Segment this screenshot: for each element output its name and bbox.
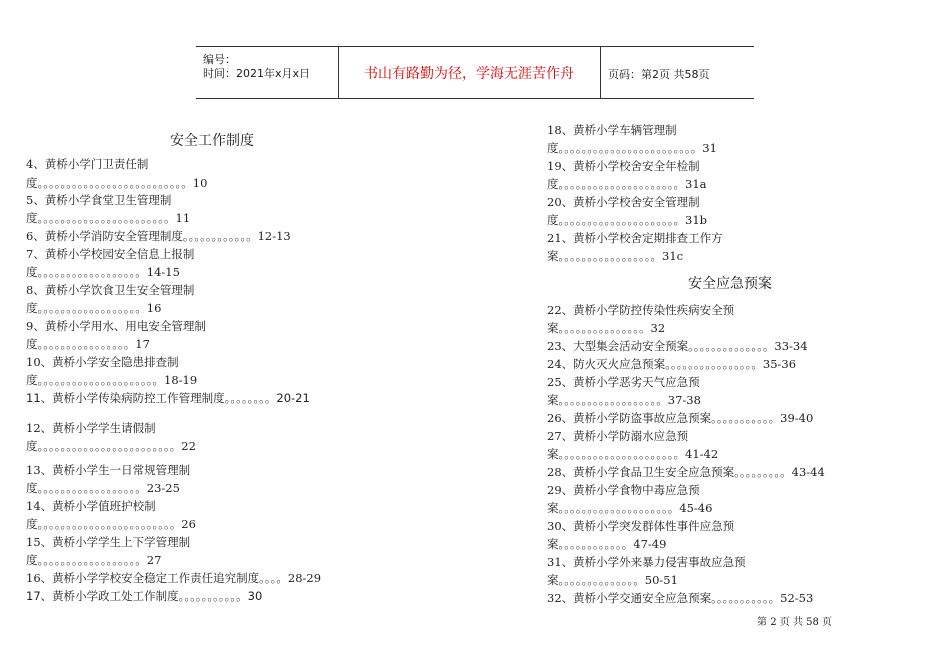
toc-line: 度。。。。。。。。。。。。。。。。。。。。。。。。26 [26,517,196,531]
page-footer: 第 2 页 共 58 页 [757,617,832,628]
toc-line: 案。。。。。。。。。。。。。。。32 [547,321,666,335]
toc-line: 5、黄桥小学食堂卫生管理制 [26,193,172,207]
toc-line: 度。。。。。。。。。。。。。。。。17 [26,337,150,351]
toc-line: 案。。。。。。。。。。。。47-49 [547,537,667,551]
toc-line: 13、黄桥小学生一日常规管理制 [26,463,191,477]
toc-line: 31、黄桥小学外来暴力侵害事故应急预 [547,555,746,569]
toc-line: 28、黄桥小学食品卫生安全应急预案。。。。。。。。。43-44 [547,465,825,479]
toc-line: 21、黄桥小学校舍定期排查工作方 [547,231,723,245]
toc-line: 27、黄桥小学防溺水应急预 [547,429,689,443]
toc-line: 6、黄桥小学消防安全管理制度。。。。。。。。。。。。12-13 [26,229,291,243]
toc-line: 12、黄桥小学学生请假制 [26,421,156,435]
toc-line: 19、黄桥小学校舍安全年检制 [547,159,700,173]
section-title-emergency-plans: 安全应急预案 [688,276,772,292]
section-title-safety-rules: 安全工作制度 [170,133,254,149]
document-time-label: 时间：2021年x月x日 [203,67,311,80]
toc-line: 度。。。。。。。。。。。。。。。。。。14-15 [26,265,180,279]
toc-line: 度。。。。。。。。。。。。。。。。。。27 [26,553,162,567]
header-motto-cell [338,47,601,98]
toc-line: 32、黄桥小学交通安全应急预案。。。。。。。。。。。52-53 [547,591,814,605]
toc-line: 度。。。。。。。。。。。。。。。。。。。。。。。。。。10 [26,176,208,190]
toc-line: 7、黄桥小学校园安全信息上报制 [26,247,195,261]
toc-line: 22、黄桥小学防控传染性疾病安全预 [547,303,735,317]
toc-line: 案。。。。。。。。。。。。。。。。。31c [547,249,684,263]
toc-line: 30、黄桥小学突发群体性事件应急预 [547,519,735,533]
header-page-cell [600,47,754,98]
toc-line: 案。。。。。。。。。。。。。。。。。。。。。41-42 [547,447,719,461]
toc-line: 11、黄桥小学传染病防控工作管理制度。。。。。。。。20-21 [26,391,310,405]
toc-line: 10、黄桥小学安全隐患排查制 [26,355,179,369]
header-page-label: 页码：第2页 共58页 [608,68,710,81]
toc-line: 度。。。。。。。。。。。。。。。。。。。。。。。。31 [547,141,717,155]
toc-line: 8、黄桥小学饮食卫生安全管理制 [26,283,195,297]
toc-line: 14、黄桥小学值班护校制 [26,499,156,513]
toc-line: 度。。。。。。。。。。。。。。。。。。。。。31a [547,177,707,191]
toc-line: 15、黄桥小学学生上下学管理制 [26,535,191,549]
toc-line: 度。。。。。。。。。。。。。。。。。。。。。。。。22 [26,439,196,453]
header-info-cell [196,47,339,98]
toc-line: 29、黄桥小学食物中毒应急预 [547,483,700,497]
toc-line: 度。。。。。。。。。。。。。。。。。。16 [26,301,162,315]
toc-line: 17、黄桥小学政工处工作制度。。。。。。。。。。。30 [26,589,263,603]
toc-line: 4、黄桥小学门卫责任制 [26,157,149,171]
page-header [196,46,754,99]
toc-line: 24、防火灭火应急预案。。。。。。。。。。。。。。。。35-36 [547,357,797,371]
toc-line: 案。。。。。。。。。。。。。。。。。。。。45-46 [547,501,713,515]
toc-line: 25、黄桥小学恶劣天气应急预 [547,375,700,389]
toc-line: 案。。。。。。。。。。。。。。50-51 [547,573,678,587]
toc-line: 度。。。。。。。。。。。。。。。。。。23-25 [26,481,180,495]
toc-line: 度。。。。。。。。。。。。。。。。。。。。。。。11 [26,211,191,225]
header-motto: 书山有路勤为径，学海无涯苦作舟 [364,66,574,82]
toc-line: 23、大型集会活动安全预案。。。。。。。。。。。。。。33-34 [547,339,808,353]
toc-line: 16、黄桥小学学校安全稳定工作责任追究制度。。。。28-29 [26,571,322,585]
toc-line: 9、黄桥小学用水、用电安全管理制 [26,319,206,333]
toc-line: 度。。。。。。。。。。。。。。。。。。。。。31b [547,213,707,227]
toc-line: 度。。。。。。。。。。。。。。。。。。。。。18-19 [26,373,198,387]
document-number-label: 编号： [203,53,236,66]
toc-line: 20、黄桥小学校舍安全管理制 [547,195,700,209]
toc-line: 18、黄桥小学车辆管理制 [547,123,677,137]
toc-line: 案。。。。。。。。。。。。。。。。。。37-38 [547,393,701,407]
toc-line: 26、黄桥小学防盗事故应急预案。。。。。。。。。。。39-40 [547,411,814,425]
